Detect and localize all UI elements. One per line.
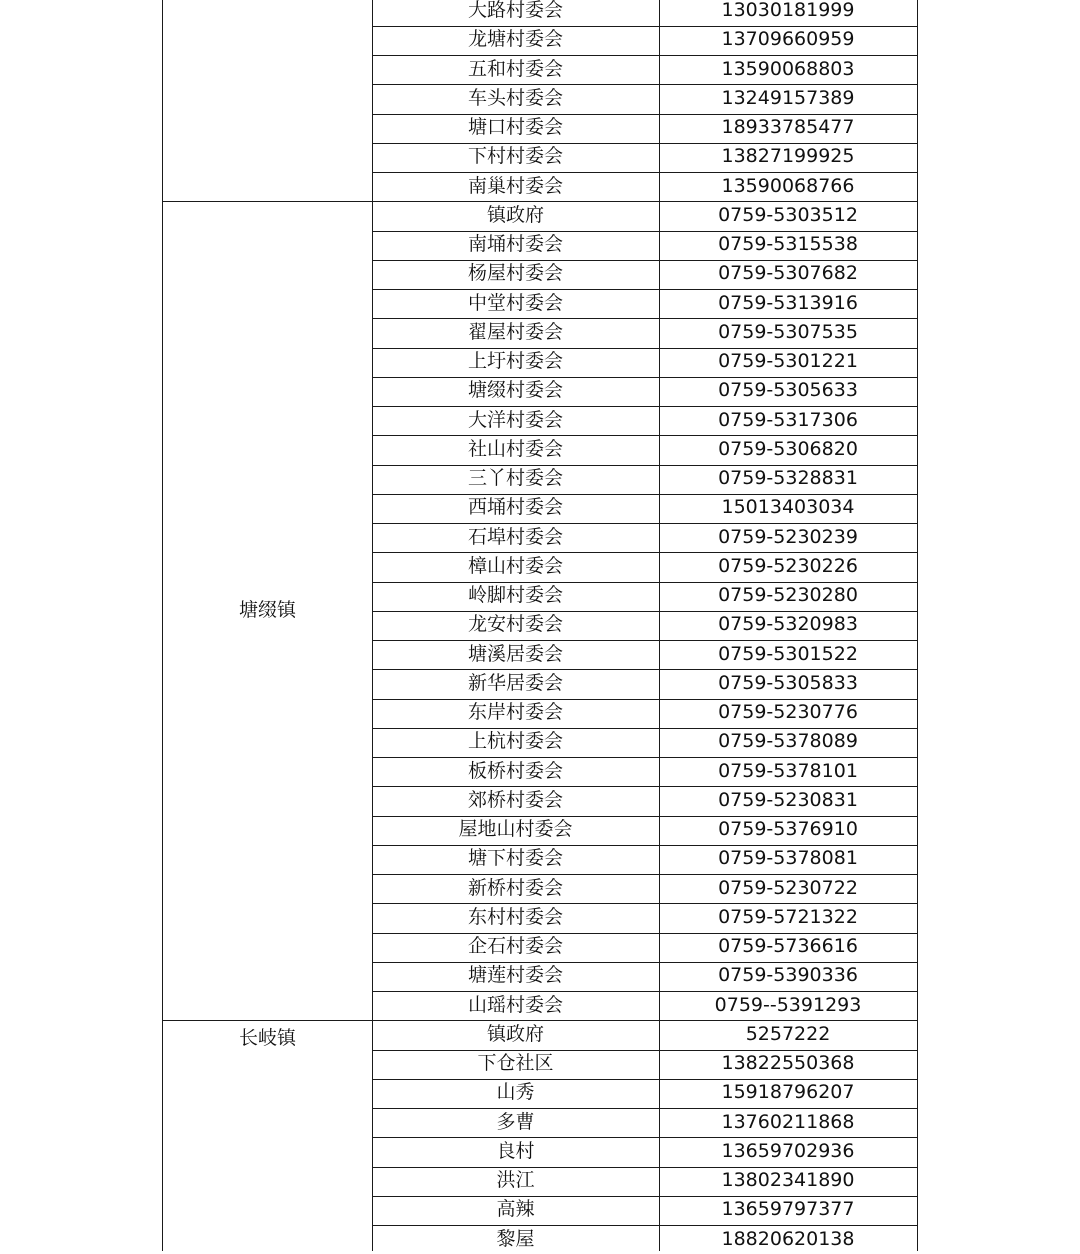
unit-name-cell: 大洋村委会	[467, 408, 563, 431]
town-name-cell: 塘缀镇	[238, 599, 296, 622]
unit-name-cell: 南埇村委会	[467, 233, 563, 255]
unit-name-cell: 龙安村委会	[467, 613, 563, 636]
unit-name-cell: 多曹	[496, 1110, 535, 1133]
unit-name-cell: 洪江	[496, 1169, 535, 1191]
phone-number-cell: 0759-5378081	[718, 847, 858, 870]
phone-number-cell: 0759-5376910	[718, 818, 858, 840]
phone-number-cell: 0759-5230226	[718, 554, 858, 577]
phone-number-cell: 5257222	[745, 1022, 831, 1045]
unit-name-cell: 樟山村委会	[467, 554, 563, 577]
unit-name-cell: 塘莲村委会	[467, 964, 563, 987]
phone-number-cell: 0759-5320983	[718, 613, 858, 636]
unit-name-cell: 新华居委会	[467, 671, 563, 694]
phone-number-cell: 15013403034	[721, 496, 855, 519]
phone-number-cell: 13760211868	[721, 1110, 855, 1133]
unit-name-cell: 龙塘村委会	[467, 28, 563, 51]
unit-name-cell: 下村村委会	[467, 145, 563, 168]
phone-number-cell: 0759-5301221	[718, 350, 858, 372]
unit-name-cell: 三丫村委会	[467, 467, 563, 489]
unit-name-cell: 塘口村委会	[467, 116, 563, 138]
phone-number-cell: 13827199925	[721, 145, 855, 168]
phone-number-cell: 0759-5390336	[718, 964, 858, 987]
unit-name-cell: 山秀	[496, 1081, 535, 1104]
phone-number-cell: 0759-5317306	[718, 408, 858, 431]
unit-name-cell: 企石村委会	[467, 935, 563, 957]
phone-number-cell: 13590068803	[721, 57, 855, 80]
phone-number-cell: 18820620138	[721, 1227, 855, 1250]
unit-name-cell: 岭脚村委会	[467, 584, 563, 606]
group-divider	[162, 201, 373, 202]
unit-name-cell: 杨屋村委会	[467, 262, 563, 285]
phone-number-cell: 13659797377	[721, 1198, 855, 1221]
unit-name-cell: 上圩村委会	[467, 350, 563, 372]
unit-name-cell: 五和村委会	[467, 57, 563, 80]
phone-number-cell: 13590068766	[721, 174, 855, 197]
unit-name-cell: 翟屋村委会	[467, 320, 563, 343]
phone-number-cell: 0759-5230722	[718, 876, 858, 899]
phone-number-cell: 0759--5391293	[714, 993, 862, 1016]
unit-name-cell: 屋地山村委会	[458, 818, 573, 840]
phone-number-cell: 0759-5315538	[718, 233, 858, 255]
phone-number-cell: 0759-5378101	[718, 759, 858, 782]
phone-number-cell: 0759-5230280	[718, 584, 858, 606]
phone-number-cell: 0759-5307682	[718, 262, 858, 285]
table-border-left	[162, 0, 163, 1251]
unit-name-cell: 郊桥村委会	[467, 788, 563, 811]
phone-number-cell: 15918796207	[721, 1081, 855, 1104]
phone-number-cell: 0759-5378089	[718, 730, 858, 753]
unit-name-cell: 南巢村委会	[467, 174, 563, 197]
unit-name-cell: 塘下村委会	[467, 847, 563, 870]
phone-number-cell: 13822550368	[721, 1052, 855, 1074]
phone-number-cell: 0759-5230831	[718, 788, 858, 811]
phone-number-cell: 18933785477	[721, 116, 855, 138]
phone-number-cell: 0759-5721322	[718, 905, 858, 928]
unit-name-cell: 石埠村委会	[467, 525, 563, 548]
phone-number-cell: 0759-5307535	[718, 320, 858, 343]
phone-number-cell: 0759-5313916	[718, 291, 858, 314]
town-name-cell: 长岐镇	[238, 1026, 296, 1049]
unit-name-cell: 山瑶村委会	[467, 993, 563, 1016]
phone-number-cell: 0759-5305833	[718, 671, 858, 694]
phone-number-cell: 13030181999	[721, 0, 855, 21]
phone-number-cell: 0759-5301522	[718, 642, 858, 665]
phone-number-cell: 0759-5303512	[718, 203, 858, 226]
phone-number-cell: 0759-5230776	[718, 701, 858, 723]
unit-name-cell: 塘缀村委会	[467, 379, 563, 402]
unit-name-cell: 板桥村委会	[467, 759, 563, 782]
group-divider	[162, 1020, 373, 1021]
unit-name-cell: 东村村委会	[467, 905, 563, 928]
phone-number-cell: 13249157389	[721, 86, 855, 109]
phone-number-cell: 13659702936	[721, 1139, 855, 1162]
phone-number-cell: 0759-5736616	[718, 935, 858, 957]
unit-name-cell: 新桥村委会	[467, 876, 563, 899]
unit-name-cell: 车头村委会	[467, 86, 563, 109]
unit-name-cell: 塘溪居委会	[467, 642, 563, 665]
unit-name-cell: 良村	[496, 1139, 535, 1162]
unit-name-cell: 东岸村委会	[467, 701, 563, 723]
unit-name-cell: 下仓社区	[477, 1052, 554, 1074]
phone-number-cell: 0759-5305633	[718, 379, 858, 402]
unit-name-cell: 镇政府	[486, 1022, 544, 1045]
table-border-right	[917, 0, 918, 1251]
unit-name-cell: 社山村委会	[467, 437, 563, 460]
phone-number-cell: 13709660959	[721, 28, 855, 51]
unit-name-cell: 黎屋	[496, 1227, 535, 1250]
phone-number-cell: 13802341890	[721, 1169, 855, 1191]
unit-name-cell: 镇政府	[486, 203, 544, 226]
unit-name-cell: 西埇村委会	[467, 496, 563, 519]
phone-number-cell: 0759-5230239	[718, 525, 858, 548]
unit-name-cell: 大路村委会	[467, 0, 563, 21]
phone-number-cell: 0759-5306820	[718, 437, 858, 460]
phone-number-cell: 0759-5328831	[718, 467, 858, 489]
unit-name-cell: 高辣	[496, 1198, 535, 1221]
unit-name-cell: 中堂村委会	[467, 291, 563, 314]
unit-name-cell: 上杭村委会	[467, 730, 563, 753]
